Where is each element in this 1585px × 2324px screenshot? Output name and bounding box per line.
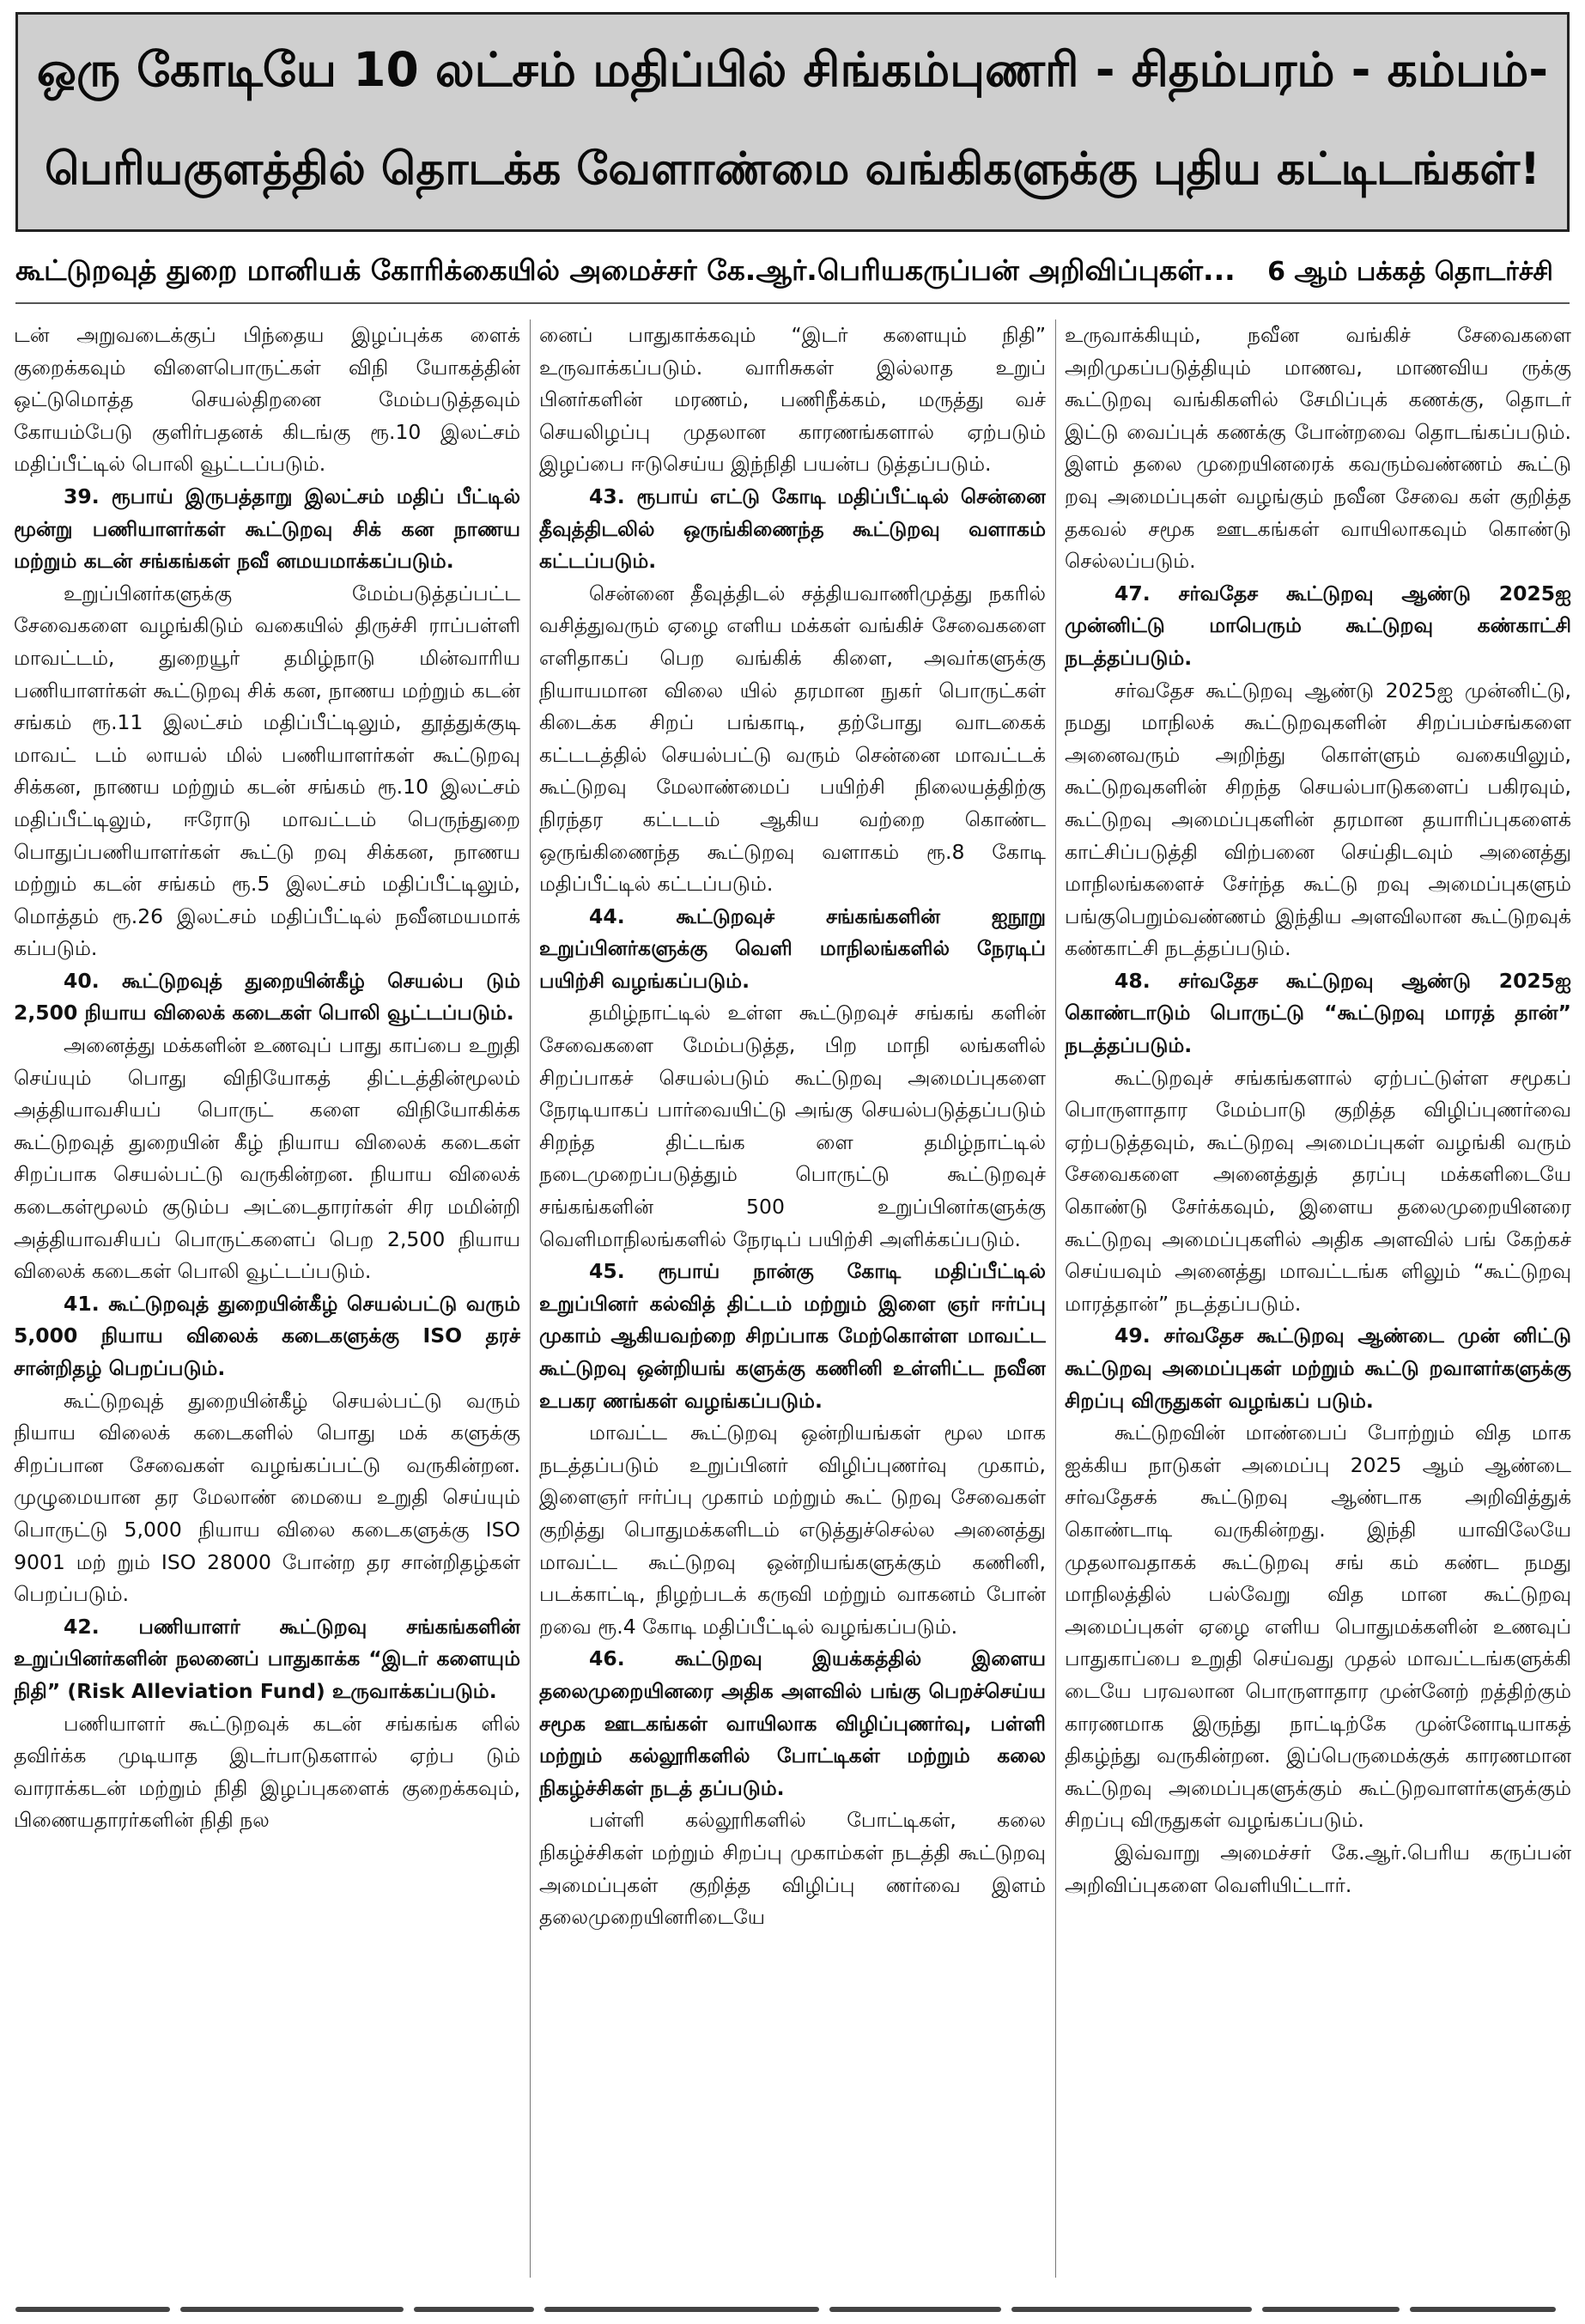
article-paragraph: பணியாளர் கூட்டுறவுக் கடன் சங்கங்க ளில் தவிர்க்க முடியாத இடர்பாடுகளால் ஏற்ப டும் வாராக்கடன் மற்றும் நிதி இழப்புகளைக் குறைக்கவும், பிணையதாரர்களின் நிதி நல [14,1711,520,1833]
announcement-heading: 48. சர்வதேச கூட்டுறவு ஆண்டு 2025ஐ கொண்டாடும் பொருட்டு “கூட்டுறவு மாரத் தான்” நடத்தப்படும். [1065,968,1571,1058]
article-column-2 [539,319,1046,2278]
column-divider [1055,319,1056,2278]
announcement-heading: 39. ரூபாய் இருபத்தாறு இலட்சம் மதிப் பீட்டில் மூன்று பணியாளர்கள் கூட்டுறவு சிக் கன நாணய மற்றும் கடன் சங்கங்கள் நவீ னமயமாக்கப்படும். [14,484,520,574]
next-article-cutoff [15,2295,1570,2324]
headline-line-2: பெரியகுளத்தில் தொடக்க வேளாண்மை வங்கிகளுக்கு புதிய கட்டிடங்கள்! [45,143,1540,195]
subheadline [15,244,1570,297]
announcement-heading: 46. கூட்டுறவு இயக்கத்தில் இளைய தலைமுறையினரை அதிக அளவில் பங்கு பெறச்செய்ய சமூக ஊடகங்கள் வாயிலாக விழிப்புணர்வு, பள்ளி மற்றும் கல்லூரிகளில் போட்டிகள் மற்றும் கலை நிகழ்ச்சிகள் நடத் தப்படும். [539,1646,1046,1800]
header-rule [15,302,1570,304]
announcement-heading: 42. பணியாளர் கூட்டுறவு சங்கங்களின் உறுப்பினர்களின் நலனைப் பாதுகாக்க “இடர் களையும் நிதி” (Risk Alleviation Fund) உருவாக்கப்படும். [14,1614,520,1703]
column-divider [530,319,531,2278]
article-paragraph: கூட்டுறவுச் சங்கங்களால் ஏற்பட்டுள்ள சமூகப் பொருளாதார மேம்பாடு குறித்த விழிப்புணர்வை ஏற்படுத்தவும், கூட்டுறவு அமைப்புகள் வழங்கி வரும் சேவைகளை அனைத்துத் தரப்பு மக்களிடையே கொண்டு சேர்க்கவும், இளைய தலைமுறையினரை கூட்டுறவு அமைப்புகளில் அதிக அளவில் பங் கேற்கச் செய்யவும் அனைத்து மாவட்டங்க ளிலும் “கூட்டுறவு மாரத்தான்” நடத்தப்படும். [1065,1065,1571,1316]
article-column-3 [1065,319,1571,2278]
announcement-heading: 40. கூட்டுறவுத் துறையின்கீழ் செயல்ப டும் 2,500 நியாய விலைக் கடைகள் பொலி வூட்டப்படும். [14,968,520,1025]
article-paragraph: கூட்டுறவின் மாண்பைப் போற்றும் வித மாக ஐக்கிய நாடுகள் அமைப்பு 2025 ஆம் ஆண்டை சர்வதேசக் கூட்டுறவு ஆண்டாக அறிவித்துக் கொண்டாடி வருகின்றது. இந்தி யாவிலேயே முதலாவதாகக் கூட்டுறவு சங் கம் கண்ட நமது மாநிலத்தில் பல்வேறு வித மான கூட்டுறவு அமைப்புகள் ஏழை எளிய பொதுமக்களின் உணவுப் பாதுகாப்பை உறுதி செய்வது முதல் மாவட்டங்களுக்கி டையே பரவலான பொருளாதார முன்னேற் றத்திற்கும் காரணமாக இருந்து நாட்டிற்கே முன்னோடியாகத் திகழ்ந்து வருகின்றன. இப்பெருமைக்குக் காரணமான கூட்டுறவு அமைப்புகளுக்கும் கூட்டுறவாளர்களுக்கும் சிறப்பு விருதுகள் வழங்கப்படும். [1065,1421,1571,1833]
article-paragraph: பள்ளி கல்லூரிகளில் போட்டிகள், கலை நிகழ்ச்சிகள் மற்றும் சிறப்பு முகாம்கள் நடத்தி கூட்டுறவு அமைப்புகள் குறித்த விழிப்பு ணர்வை இளம் தலைமுறையினரிடையே [539,1808,1046,1930]
announcement-heading: 47. சர்வதேச கூட்டுறவு ஆண்டு 2025ஐ முன்னிட்டு மாபெரும் கூட்டுறவு கண்காட்சி நடத்தப்படும். [1065,581,1571,670]
announcement-heading: 41. கூட்டுறவுத் துறையின்கீழ் செயல்பட்டு வரும் 5,000 நியாய விலைக் கடைகளுக்கு ISO தரச் சான்றிதழ் பெறப்படும். [14,1291,520,1380]
article-paragraph: உறுப்பினர்களுக்கு மேம்படுத்தப்பட்ட சேவைகளை வழங்கிடும் வகையில் திருச்சி ராப்பள்ளி மாவட்டம், துறையூர் தமிழ்நாடு மின்வாரிய பணியாளர்கள் கூட்டுறவு சிக் கன, நாணய மற்றும் கடன் சங்கம் ரூ.11 இலட்சம் மதிப்பீட்டிலும், தூத்துக்குடி மாவட் டம் லாயல் மில் பணியாளர்கள் கூட்டுறவு சிக்கன, நாணய மற்றும் கடன் சங்கம் ரூ.10 இலட்சம் மதிப்பீட்டிலும், ஈரோடு மாவட்டம் பெருந்துறை பொதுப்பணியாளர்கள் கூட்டு றவு சிக்கன, நாணய மற்றும் கடன் சங்கம் ரூ.5 இலட்சம் மதிப்பீட்டிலும், மொத்தம் ரூ.26 இலட்சம் மதிப்பீட்டில் நவீனமயமாக் கப்படும். [14,581,520,961]
article-paragraph: டன் அறுவடைக்குப் பிந்தைய இழப்புக்க ளைக் குறைக்கவும் விளைபொருட்கள் விநி யோகத்தின் ஒட்டுமொத்த செயல்திறனை மேம்படுத்தவும் கோயம்பேடு குளிர்பதனக் கிடங்கு ரூ.10 இலட்சம் மதிப்பீட்டில் பொலி வூட்டப்படும். [14,323,520,477]
announcement-heading: 45. ரூபாய் நான்கு கோடி மதிப்பீட்டில் உறுப்பினர் கல்வித் திட்டம் மற்றும் இளை ஞர் ஈர்ப்பு முகாம் ஆகியவற்றை சிறப்பாக மேற்கொள்ள மாவட்ட கூட்டுறவு ஒன்றியங் களுக்கு கணினி உள்ளிட்ட நவீன உபகர ணங்கள் வழங்கப்படும். [539,1259,1046,1413]
article-paragraph: மாவட்ட கூட்டுறவு ஒன்றியங்கள் மூல மாக நடத்தப்படும் உறுப்பினர் விழிப்புணர்வு முகாம், இளைஞர் ஈர்ப்பு முகாம் மற்றும் கூட் டுறவு சேவைகள் குறித்து பொதுமக்களிடம் எடுத்துச்செல்ல அனைத்து மாவட்ட கூட்டுறவு ஒன்றியங்களுக்கும் கணினி, படக்காட்டி, நிழற்படக் கருவி மற்றும் வாகனம் போன் றவை ரூ.4 கோடி மதிப்பீட்டில் வழங்கப்படும். [539,1421,1046,1639]
article-paragraph: உருவாக்கியும், நவீன வங்கிச் சேவைகளை அறிமுகப்படுத்தியும் மாணவ, மாணவிய ருக்கு கூட்டுறவு வங்கிகளில் சேமிப்புக் கணக்கு, தொடர் இட்டு வைப்புக் கணக்கு போன்றவை தொடங்கப்படும். இளம் தலை முறையினரைக் கவரும்வண்ணம் கூட்டு றவு அமைப்புகள் வழங்கும் நவீன சேவை கள் குறித்த தகவல் சமூக ஊடகங்கள் வாயிலாகவும் கொண்டு செல்லப்படும். [1065,323,1571,574]
article-column-1 [14,319,520,2278]
announcement-heading: 49. சர்வதேச கூட்டுறவு ஆண்டை முன் னிட்டு கூட்டுறவு அமைப்புகள் மற்றும் கூட்டு றவாளர்களுக்கு சிறப்பு விருதுகள் வழங்கப் படும். [1065,1323,1571,1413]
page-continuation-note: 6 ஆம் பக்கத் தொடர்ச்சி [1267,257,1553,287]
article-paragraph: இவ்வாறு அமைச்சர் கே.ஆர்.பெரிய கருப்பன் அறிவிப்புகளை வெளியிட்டார். [1065,1840,1571,1897]
headline-box [15,12,1570,232]
article-paragraph: கூட்டுறவுத் துறையின்கீழ் செயல்பட்டு வரும் நியாய விலைக் கடைகளில் பொது மக் களுக்கு சிறப்பான சேவைகள் வழங்கப்பட்டு வருகின்றன. முழுமையான தர மேலாண் மையை உறுதி செய்யும் பொருட்டு 5,000 நியாய விலை கடைகளுக்கு ISO 9001 மற் றும் ISO 28000 போன்ற தர சான்றிதழ்கள் பெறப்படும். [14,1388,520,1607]
headline-line-1: ஒரு கோடியே 10 லட்சம் மதிப்பில் சிங்கம்புணரி - சிதம்பரம் - கம்பம்- [36,42,1549,97]
article-paragraph: சென்னை தீவுத்திடல் சத்தியவாணிமுத்து நகரில் வசித்துவரும் ஏழை எளிய மக்கள் வங்கிச் சேவைகளை எளிதாகப் பெற வங்கிக் கிளை, அவர்களுக்கு நியாயமான விலை யில் தரமான நுகர் பொருட்கள் கிடைக்க சிறப் பங்காடி, தற்போது வாடகைக் கட்டடத்தில் செயல்பட்டு வரும் சென்னை மாவட்டக் கூட்டுறவு மேலாண்மைப் பயிற்சி நிலையத்திற்கு நிரந்தர கட்டடம் ஆகிய வற்றை கொண்ட ஒருங்கிணைந்த கூட்டுறவு வளாகம் ரூ.8 கோடி மதிப்பீட்டில் கட்டப்படும். [539,581,1046,897]
article-paragraph: தமிழ்நாட்டில் உள்ள கூட்டுறவுச் சங்கங் களின் சேவைகளை மேம்படுத்த, பிற மாநி லங்களில் சிறப்பாகச் செயல்படும் கூட்டுறவு அமைப்புகளை நேரடியாகப் பார்வையிட்டு அங்கு செயல்படுத்தப்படும் சிறந்த திட்டங்க ளை தமிழ்நாட்டில் நடைமுறைப்படுத்தும் பொருட்டு கூட்டுறவுச் சங்கங்களின் 500 உறுப்பினர்களுக்கு வெளிமாநிலங்களில் நேரடிப் பயிற்சி அளிக்கப்படும். [539,1001,1046,1251]
article-paragraph: னைப் பாதுகாக்கவும் “இடர் களையும் நிதி” உருவாக்கப்படும். வாரிசுகள் இல்லாத உறுப் பினர்களின் மரணம், பணிநீக்கம், மருத்து வச் செயலிழப்பு முதலான காரணங்களால் ஏற்படும் இழப்பை ஈடுசெய்ய இந்நிதி பயன்ப டுத்தப்படும். [539,323,1046,477]
article-paragraph: சர்வதேச கூட்டுறவு ஆண்டு 2025ஐ முன்னிட்டு, நமது மாநிலக் கூட்டுறவுகளின் சிறப்பம்சங்களை அனைவரும் அறிந்து கொள்ளும் வகையிலும், கூட்டுறவுகளின் சிறந்த செயல்பாடுகளைப் பகிரவும், கூட்டுறவு அமைப்புகளின் தரமான தயாரிப்புகளைக் காட்சிப்படுத்தி விற்பனை செய்திடவும் அனைத்து மாநிலங்களைச் சேர்ந்த கூட்டு றவு அமைப்புகளும் பங்குபெறும்வண்ணம் இந்திய அளவிலான கூட்டுறவுக் கண்காட்சி நடத்தப்படும். [1065,678,1571,961]
article-paragraph: அனைத்து மக்களின் உணவுப் பாது காப்பை உறுதி செய்யும் பொது விநியோகத் திட்டத்தின்மூலம் அத்தியாவசியப் பொருட் களை விநியோகிக்க கூட்டுறவுத் துறையின் கீழ் நியாய விலைக் கடைகள் சிறப்பாக செயல்பட்டு வருகின்றன. நியாய விலைக் கடைகள்மூலம் குடும்ப அட்டைதாரர்கள் சிர மமின்றி அத்தியாவசியப் பொருட்களைப் பெற 2,500 நியாய விலைக் கடைகள் பொலி வூட்டப்படும். [14,1033,520,1284]
subheadline-text: கூட்டுறவுத் துறை மானியக் கோரிக்கையில் அமைச்சர் கே.ஆர்.பெரியகருப்பன் அறிவிப்புகள்... [15,253,1236,287]
announcement-heading: 44. கூட்டுறவுச் சங்கங்களின் ஐநூறு உறுப்பினர்களுக்கு வெளி மாநிலங்களில் நேரடிப் பயிற்சி வழங்கப்படும். [539,903,1046,993]
announcement-heading: 43. ரூபாய் எட்டு கோடி மதிப்பீட்டில் சென்னை தீவுத்திடலில் ஒருங்கிணைந்த கூட்டுறவு வளாகம் கட்டப்படும். [539,484,1046,574]
